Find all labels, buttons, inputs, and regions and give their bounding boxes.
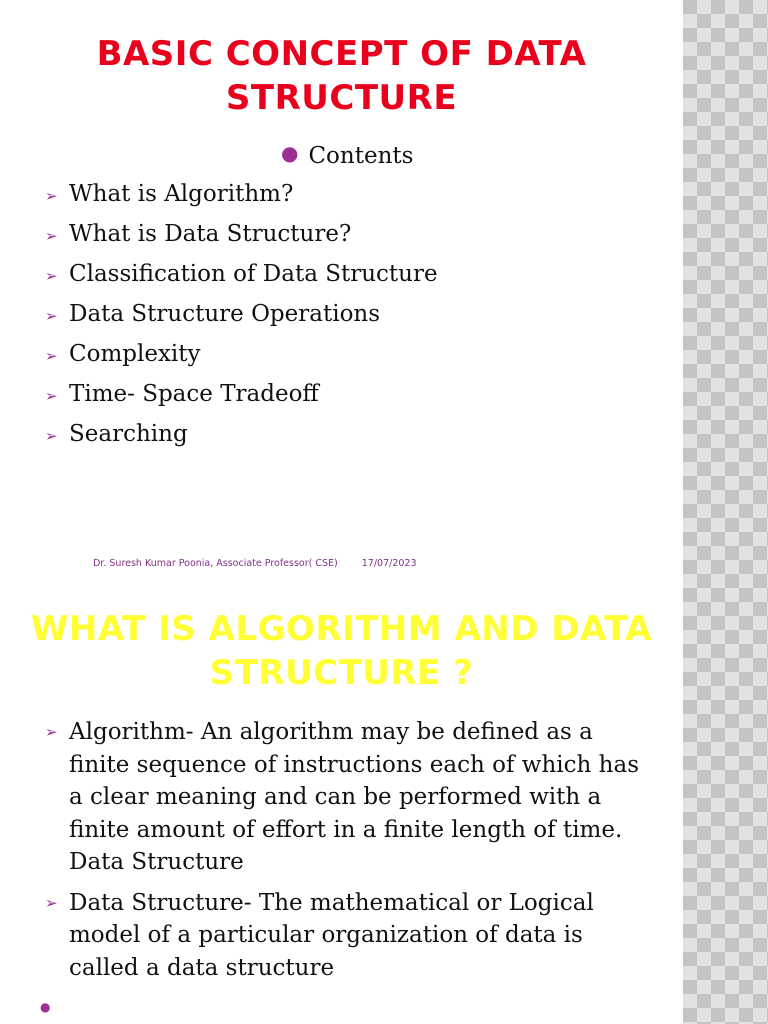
arrow-bullet-icon: ➢ xyxy=(45,307,58,325)
slide-footer xyxy=(93,558,417,569)
list-item: ➢ Time- Space Tradeoff xyxy=(45,381,319,407)
definition-list xyxy=(45,716,655,992)
contents-label: Contents xyxy=(308,143,414,169)
list-item: ➢ Data Structure Operations xyxy=(45,301,381,327)
footer-author: Dr. Suresh Kumar Poonia, Associate Professor( CSE) xyxy=(93,558,338,569)
list-item: ➢ Algorithm- An algorithm may be defined as a finite sequence of instructions each of which has a clear meaning and can be performed with a finite amount of effort in a finite length of time. Data Structure xyxy=(45,716,655,879)
arrow-bullet-icon: ➢ xyxy=(45,893,58,912)
decorative-pattern-band xyxy=(683,0,768,1024)
arrow-bullet-icon: ➢ xyxy=(45,387,58,405)
bullet-dot-icon: ● xyxy=(40,1000,51,1014)
slide2-title: WHAT IS ALGORITHM AND DATA STRUCTURE ? xyxy=(30,609,653,693)
slide1-title: BASIC CONCEPT OF DATA STRUCTURE xyxy=(96,34,587,118)
contents-heading xyxy=(281,143,413,169)
list-item: ➢ Data Structure- The mathematical or Logical model of a particular organization of data is called a data structure xyxy=(45,887,655,985)
arrow-bullet-icon: ➢ xyxy=(45,347,58,365)
list-item: ➢ What is Algorithm? xyxy=(45,181,294,207)
contents-list xyxy=(45,181,438,461)
bullet-dot-icon: ● xyxy=(281,141,299,165)
arrow-bullet-icon: ➢ xyxy=(45,723,58,741)
arrow-bullet-icon: ➢ xyxy=(45,227,58,245)
footer-date: 17/07/2023 xyxy=(361,558,417,569)
list-item: ➢ What is Data Structure? xyxy=(45,221,352,247)
list-item: ➢ Searching xyxy=(45,421,188,447)
list-item: ➢ Complexity xyxy=(45,341,201,367)
arrow-bullet-icon: ➢ xyxy=(45,187,58,205)
list-item: ➢ Classification of Data Structure xyxy=(45,261,438,287)
arrow-bullet-icon: ➢ xyxy=(45,267,58,285)
arrow-bullet-icon: ➢ xyxy=(45,427,58,445)
